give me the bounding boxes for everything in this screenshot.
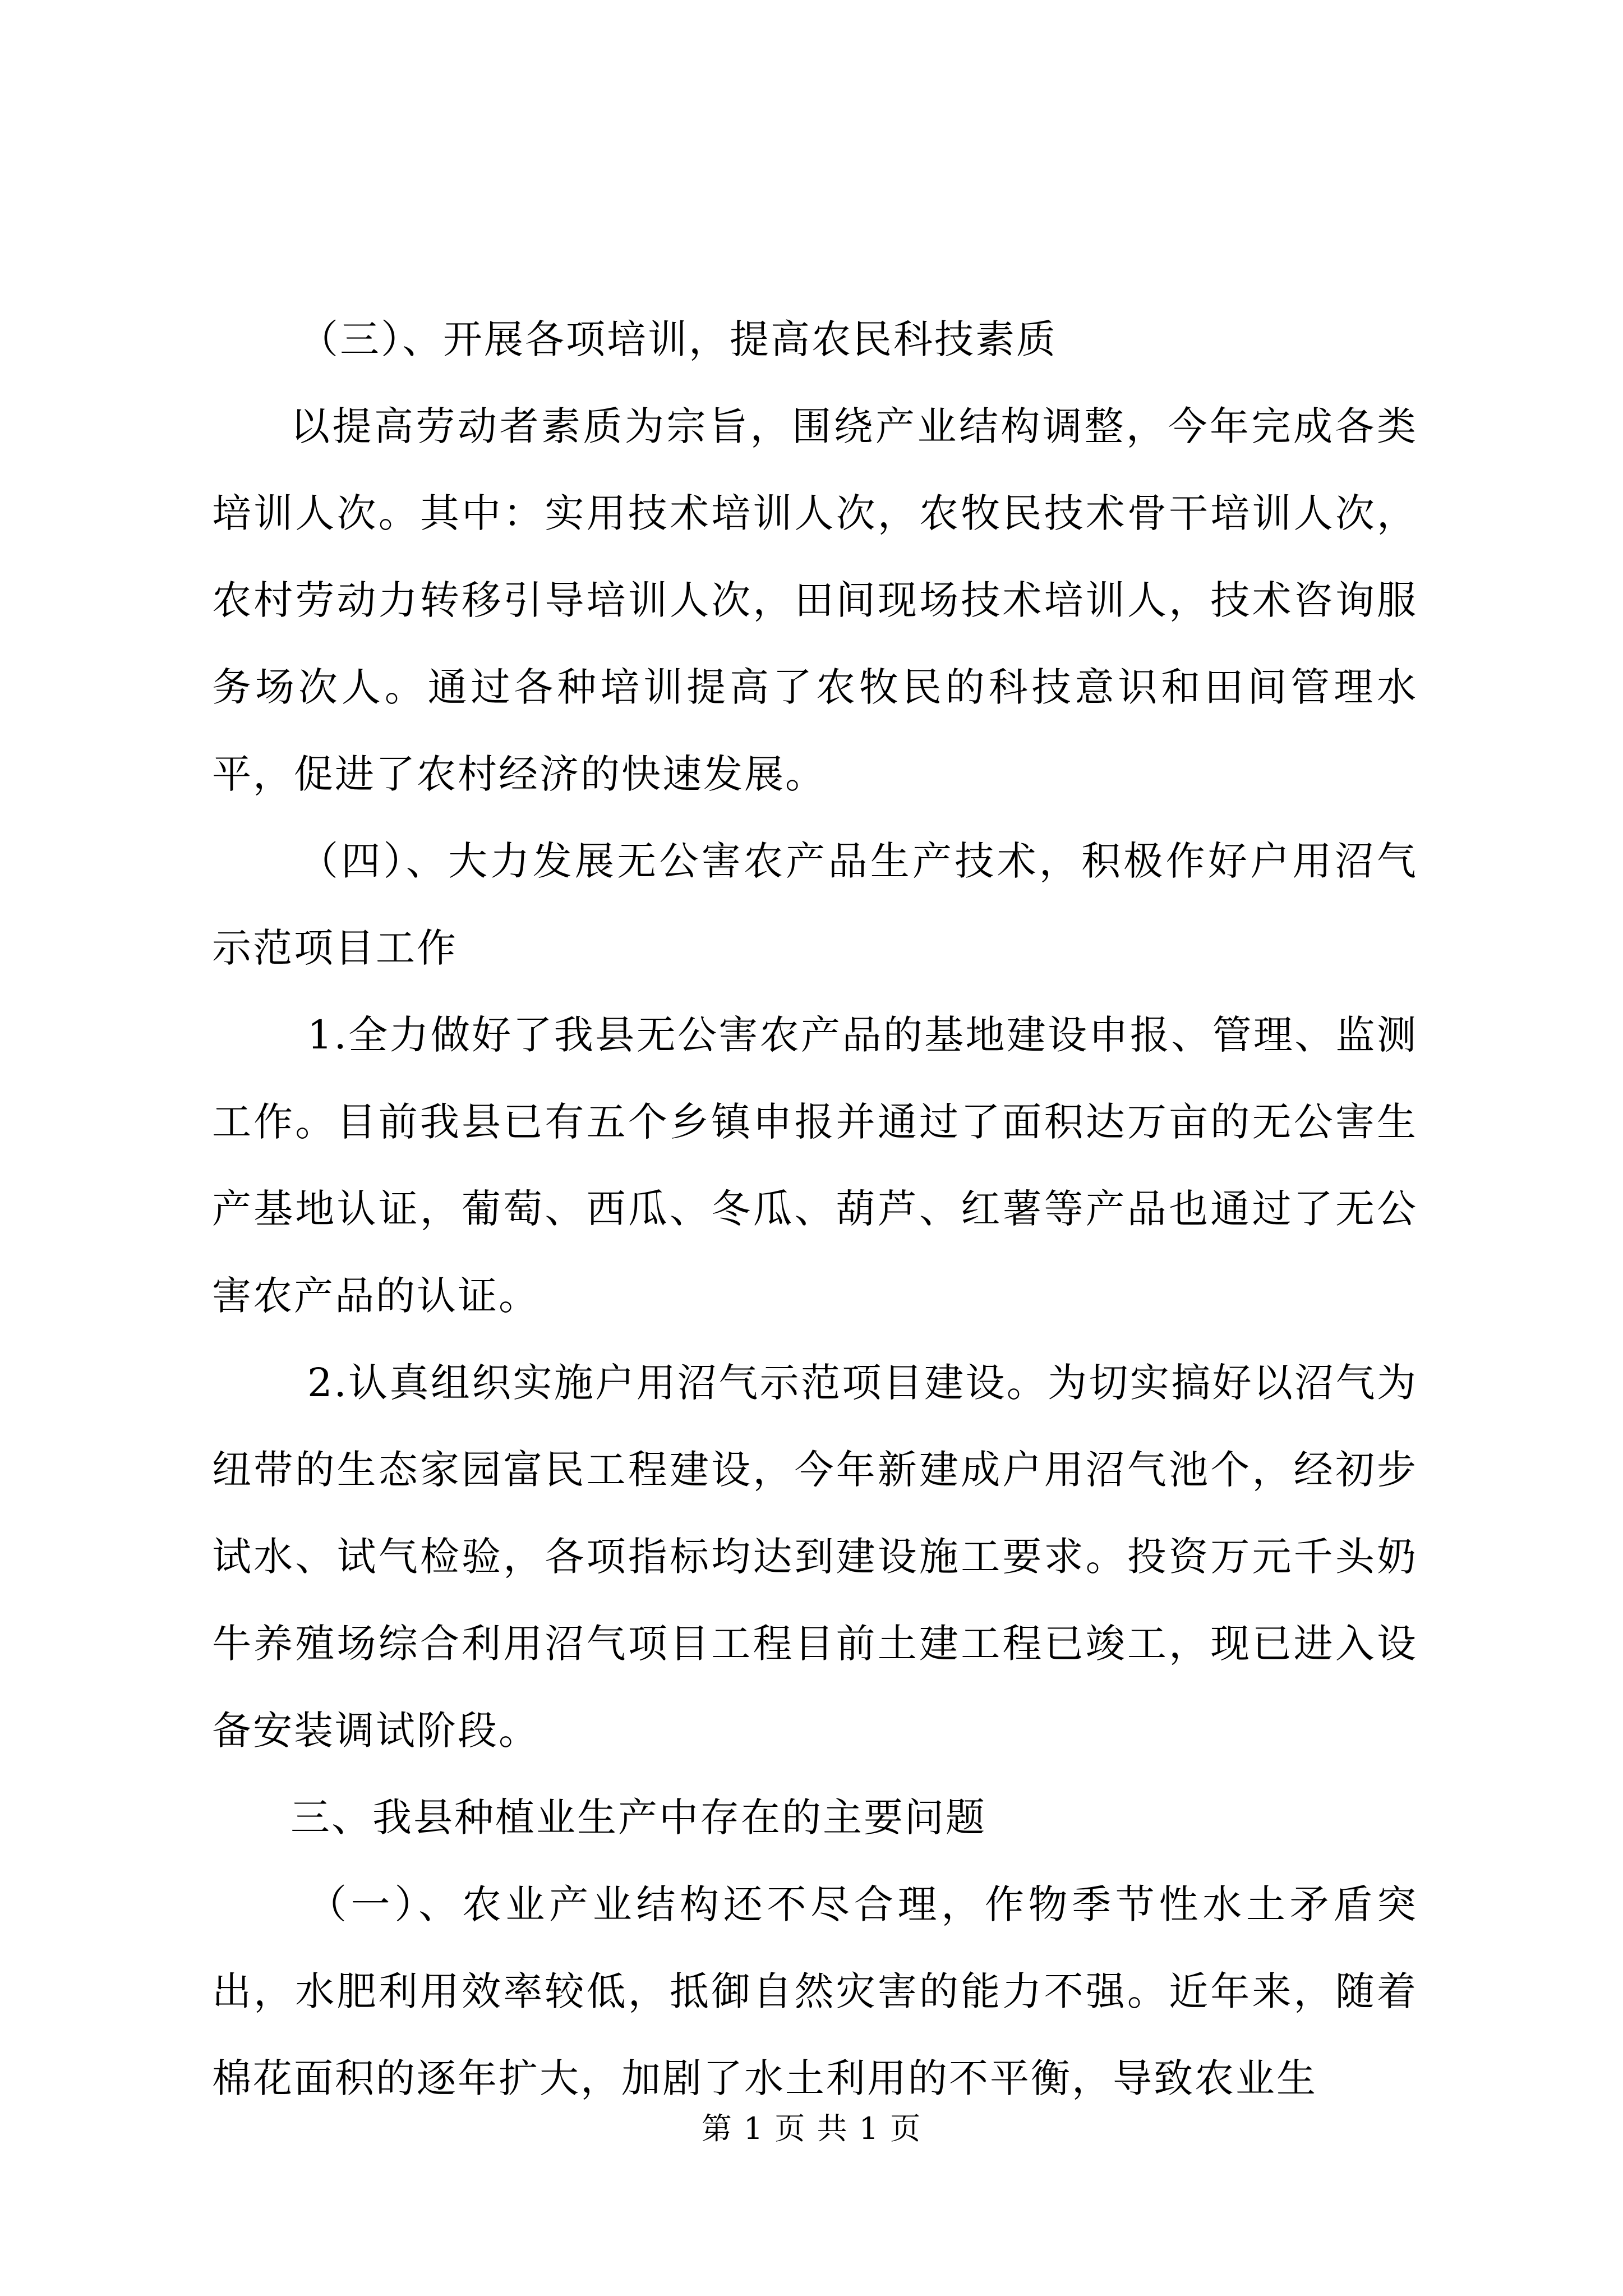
section-heading-pollution-free: （四）、大力发展无公害农产品生产技术，积极作好户用沼气示范项目工作: [212, 838, 1418, 971]
section-heading-training: （三）、开展各项培训，提高农民科技素质: [299, 316, 1057, 362]
page-footer: 第 1 页 共 1 页: [701, 2111, 922, 2146]
paragraph-problem-1: （一）、农业产业结构还不尽合理，作物季节性水土矛盾突出，水肥利用效率较低，抵御自然灾害的能力不强。近年来，随着棉花面积的逐年扩大，加剧了水土利用的不平衡，导致农业生: [212, 1881, 1418, 2101]
paragraph-item-1: 1.全力做好了我县无公害农产品的基地建设申报、管理、监测工作。目前我县已有五个乡镇申报并通过了面积达万亩的无公害生产基地认证，葡萄、西瓜、冬瓜、葫芦、红薯等产品也通过了无公害农产品的认证。: [212, 1012, 1418, 1319]
section-heading-problems: 三、我县种植业生产中存在的主要问题: [291, 1795, 986, 1841]
document-body: [212, 296, 1418, 2122]
paragraph-item-2: 2.认真组织实施户用沼气示范项目建设。为切实搞好以沼气为纽带的生态家园富民工程建设，今年新建成户用沼气池个，经初步试水、试气检验，各项指标均达到建设施工要求。投资万元千头奶牛养殖场综合利用沼气项目工程目前土建工程已竣工，现已进入设备安装调试阶段。: [212, 1360, 1418, 1754]
paragraph-training-summary: 以提高劳动者素质为宗旨，围绕产业结构调整，今年完成各类培训人次。其中：实用技术培训人次，农牧民技术骨干培训人次，农村劳动力转移引导培训人次，田间现场技术培训人，技术咨询服务场次人。通过各种培训提高了农牧民的科技意识和田间管理水平，促进了农村经济的快速发展。: [212, 403, 1418, 797]
